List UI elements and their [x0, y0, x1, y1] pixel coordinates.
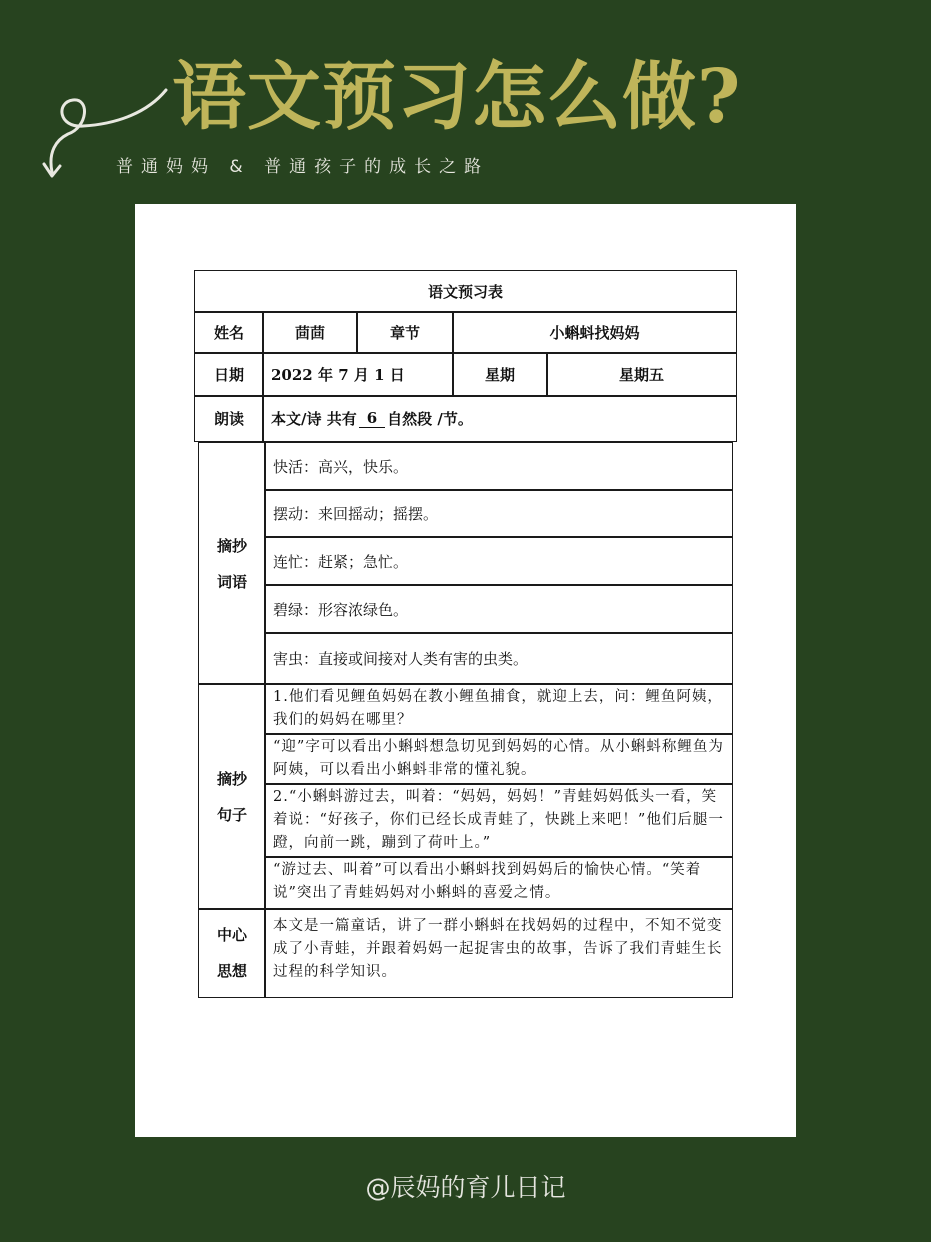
- date-value: 2022 年 7 月 1 日: [262, 352, 454, 397]
- word-row: 害虫：直接或间接对人类有害的虫类。: [264, 632, 733, 685]
- sentence-row: 2.“小蝌蚪游过去，叫着：“妈妈，妈妈！”青蛙妈妈低头一看，笑着说：“好孩子，你们已经长成青蛙了，快跳上来吧！”他们后腿一蹬，向前一跳，蹦到了荷叶上。”: [264, 783, 733, 858]
- sentences-label-2: 句子: [216, 805, 247, 824]
- word-row: 快活：高兴，快乐。: [264, 442, 733, 491]
- table-title: 语文预习表: [194, 270, 737, 313]
- date-label: 日期: [194, 352, 264, 397]
- name-value: 茴茴: [262, 311, 358, 354]
- worksheet-paper: [135, 204, 796, 1137]
- sentence-row: 1.他们看见鲤鱼妈妈在教小鲤鱼捕食，就迎上去，问：鲤鱼阿姨，我们的妈妈在哪里？: [264, 683, 733, 735]
- word-row: 连忙：赶紧；急忙。: [264, 536, 733, 586]
- words-label-2: 词语: [216, 572, 247, 591]
- reading-count: 6: [359, 409, 385, 428]
- reading-suffix: 自然段 /节。: [387, 410, 473, 428]
- sentence-note: “游过去、叫着”可以看出小蝌蚪找到妈妈后的愉快心情。“笑着说”突出了青蛙妈妈对小蝌蚪的喜爱之情。: [264, 856, 733, 910]
- page-subtitle: 普通妈妈 & 普通孩子的成长之路: [116, 157, 490, 177]
- word-row: 摆动：来回摇动；摇摆。: [264, 489, 733, 538]
- reading-row: [262, 395, 737, 442]
- chapter-label: 章节: [356, 311, 454, 354]
- page-title: 语文预习怎么做?: [172, 54, 742, 140]
- name-label: 姓名: [194, 311, 264, 354]
- week-value: 星期五: [546, 352, 737, 397]
- idea-label-1: 中心: [216, 926, 247, 944]
- words-label: [198, 442, 266, 685]
- reading-prefix: 本文/诗 共有: [271, 410, 357, 428]
- idea-label-2: 思想: [216, 962, 247, 980]
- words-label-1: 摘抄: [216, 536, 247, 555]
- sentences-label: [198, 683, 266, 910]
- footer-handle: @辰妈的育儿日记: [365, 1173, 566, 1202]
- idea-label: [198, 908, 266, 998]
- idea-text: 本文是一篇童话，讲了一群小蝌蚪在找妈妈的过程中，不知不觉变成了小青蛙，并跟着妈妈一起捉害虫的故事，告诉了我们青蛙生长过程的科学知识。: [264, 908, 733, 998]
- sentence-note: “迎”字可以看出小蝌蚪想急切见到妈妈的心情。从小蝌蚪称鲤鱼为阿姨，可以看出小蝌蚪非常的懂礼貌。: [264, 733, 733, 785]
- word-row: 碧绿：形容浓绿色。: [264, 584, 733, 634]
- chapter-value: 小蝌蚪找妈妈: [452, 311, 737, 354]
- sentences-label-1: 摘抄: [216, 769, 247, 788]
- week-label: 星期: [452, 352, 548, 397]
- reading-label: 朗读: [194, 395, 264, 442]
